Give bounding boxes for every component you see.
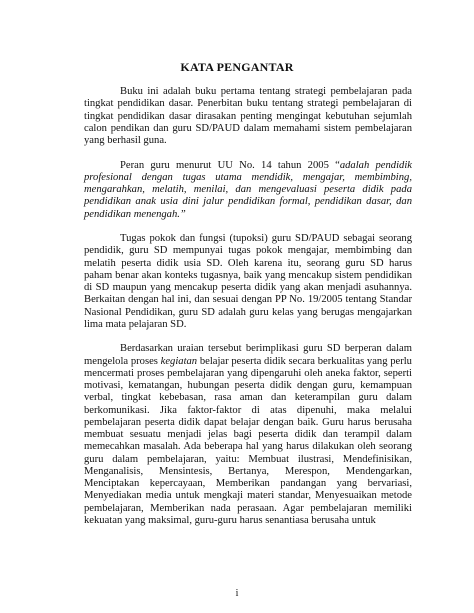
paragraph-4-text-end: belajar peserta didik secara berkualitas yang perlu mencermati proses pembelajaran yang dipengaruhi oleh aneka faktor, seperti motivasi, kematangan, hubungan peserta didik dengan guru, kemampuan verbal, tingkat kebebasan, rasa aman dan keterampilan guru dalam berkomunikasi. Jika faktor-faktor di atas dipenuhi, maka melalui pembelajaran peserta didik dapat belajar dengan baik. Guru harus berusaha membuat sesuatu menjadi jelas bagi peserta didik dan terampil dalam memecahkan masalah. Ada beberapa hal yang harus dilakukan oleh seorang guru dalam pembelajaran, yaitu: Membuat ilustrasi, Mendefinisikan, Menganalisis, Mensintesis, Bertanya, Merespon, Mendengarkan, Menciptakan kepercayaan, Memberikan pandangan yang bervariasi, Menyediakan media untuk mengkaji materi standar, Menyesuaikan metode pembelajaran, Memberikan nada perasaan. Agar pembelajaran memiliki kekuatan yang maksimal, guru-guru harus senantiasa berusaha untuk — [84, 355, 412, 526]
page-number: i — [235, 588, 239, 599]
paragraph-2-quote: adalah pendidik profesional dengan tugas utama mendidik, mengajar, membimbing, mengarahkan, melatih, menilai, dan mengevaluasi peserta didik pada pendidikan anak usia dini jalur pendidikan formal, pendidikan dasar, dan pendidikan menengah.” — [84, 159, 412, 220]
paragraph-4-text-start: Berdasarkan uraian tersebut berimplikasi guru SD berperan dalam mengelola proses — [84, 343, 412, 367]
body-text — [84, 86, 412, 539]
paragraph-1-text: Buku ini adalah buku pertama tentang strategi pembelajaran pada tingkat pendidikan dasar. Penerbitan buku tentang strategi pembelajaran di tingkat pendidikan dasar dirasakan penting mengingat kebutuhan sejumlah calon pendikan dan guru SD/PAUD dalam memahami sistem pembelajaran yang berhasil guna. — [84, 86, 412, 146]
paragraph-3 — [84, 233, 412, 331]
paragraph-4-italic-word: kegiatan — [160, 355, 198, 367]
paragraph-2 — [84, 160, 412, 221]
paragraph-3-text: Tugas pokok dan fungsi (tupoksi) guru SD/PAUD sebagai seorang pendidik, guru SD mempunyai tugas pokok mengajar, membimbing dan melatih peserta didik usia SD. Oleh karena itu, seorang guru SD harus paham benar akan konteks tugasnya, baik yang mencakup sistem pendidikan di SD maupun yang mencakup peserta didik yang akan menjadi asuhannya. Berkaitan dengan hal ini, dan sesuai dengan PP No. 19/2005 tentang Standar Nasional Pendidikan, guru SD adalah guru kelas yang berugas mengajarkan lima mata pelajaran SD. — [84, 233, 412, 330]
page-title: KATA PENGANTAR — [180, 60, 294, 74]
paragraph-1 — [84, 86, 412, 147]
paragraph-4 — [84, 343, 412, 527]
paragraph-2-text: Peran guru menurut UU No. 14 tahun 2005 “ — [120, 159, 340, 171]
